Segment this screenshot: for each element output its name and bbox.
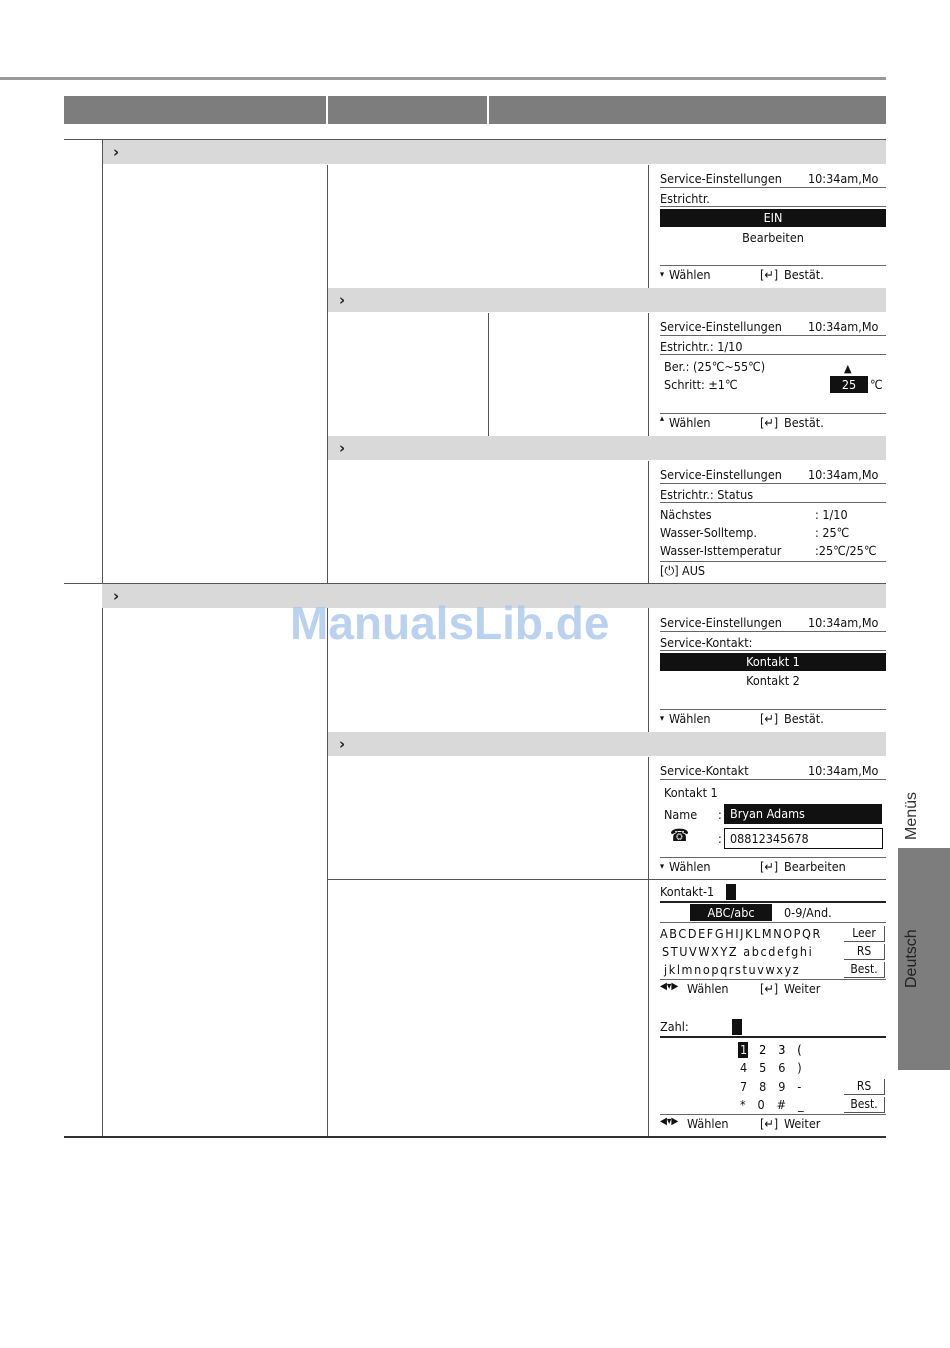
screen-title: Estrichtr. bbox=[660, 191, 710, 206]
col-divider bbox=[102, 608, 103, 1137]
status-label: Wasser-Solltemp. bbox=[660, 525, 757, 540]
lcd-screen-keyboard-alpha bbox=[660, 882, 886, 1000]
keypad-row[interactable]: * 0 # _ bbox=[740, 1097, 806, 1112]
keyboard-row[interactable]: ABCDEFGHIJKLMNOPQR bbox=[660, 926, 822, 941]
backspace-button[interactable]: RS bbox=[844, 1079, 885, 1095]
screen-title: Kontakt 1 bbox=[664, 785, 718, 800]
menu-option[interactable]: Bearbeiten bbox=[742, 230, 804, 245]
screen-header-time: 10:34am,Mo bbox=[808, 319, 879, 334]
chevron-right-icon: › bbox=[113, 143, 120, 161]
footer-select: Wählen bbox=[669, 859, 711, 874]
phone-field[interactable]: 08812345678 bbox=[724, 828, 883, 849]
screen-title: Zahl: bbox=[660, 1019, 689, 1034]
screen-header-left: Service-Kontakt bbox=[660, 763, 749, 778]
footer-confirm: Bestät. bbox=[784, 415, 824, 430]
confirm-button[interactable]: Best. bbox=[844, 962, 885, 978]
language-label: Deutsch bbox=[903, 929, 920, 988]
temperature-value[interactable]: 25 bbox=[830, 376, 868, 393]
name-label: Name bbox=[664, 807, 698, 822]
footer-edit: Bearbeiten bbox=[784, 859, 846, 874]
col-divider bbox=[648, 165, 649, 288]
down-arrow-icon: ▾ bbox=[660, 862, 665, 872]
text-cursor bbox=[732, 1019, 742, 1035]
temperature-unit: ℃ bbox=[870, 377, 883, 392]
four-way-arrow-icon: ◀▾▶ bbox=[660, 1116, 679, 1127]
col-divider bbox=[648, 461, 649, 584]
down-arrow-icon: ▾ bbox=[660, 270, 665, 280]
footer-confirm: Bestät. bbox=[784, 711, 824, 726]
screen-header-time: 10:34am,Mo bbox=[808, 763, 879, 778]
col-divider bbox=[648, 757, 649, 1137]
table-header-divider bbox=[487, 96, 489, 124]
chevron-right-icon: › bbox=[339, 439, 346, 457]
enter-icon: [↵] bbox=[760, 981, 779, 996]
screen-title: Service-Kontakt: bbox=[660, 635, 753, 650]
status-value: :25℃/25℃ bbox=[815, 543, 877, 558]
tab-alpha[interactable]: ABC/abc bbox=[690, 904, 772, 921]
up-arrow-icon: ▲ bbox=[844, 362, 852, 375]
keyboard-row[interactable]: jklmnopqrstuvwxyz bbox=[664, 962, 801, 977]
watermark: ManualsLib.de bbox=[290, 597, 610, 649]
keyboard-row[interactable]: STUVWXYZ abcdefghi bbox=[662, 944, 814, 959]
top-rule bbox=[0, 77, 886, 80]
col-divider bbox=[648, 608, 649, 732]
col-divider bbox=[327, 608, 328, 1137]
footer-confirm: Bestät. bbox=[784, 267, 824, 282]
screen-title: Estrichtr.: 1/10 bbox=[660, 339, 743, 354]
screen-header-time: 10:34am,Mo bbox=[808, 467, 879, 482]
lcd-screen-keyboard-numeric bbox=[660, 1016, 886, 1134]
up-arrow-icon: ▴ bbox=[660, 414, 665, 424]
status-value: : 1/10 bbox=[815, 507, 848, 522]
lcd-screen-estrich-status bbox=[660, 464, 886, 582]
col-divider bbox=[488, 313, 489, 436]
menu-option[interactable]: Kontakt 2 bbox=[746, 673, 800, 688]
col-divider bbox=[327, 165, 328, 584]
screen-header-left: Service-Einstellungen bbox=[660, 171, 782, 186]
table-rule bbox=[64, 1136, 886, 1138]
screen-header-time: 10:34am,Mo bbox=[808, 171, 879, 186]
footer-select: Wählen bbox=[669, 267, 711, 282]
screen-title: Kontakt-1 bbox=[660, 884, 715, 899]
col-divider bbox=[648, 313, 649, 436]
footer-next: Weiter bbox=[784, 1116, 821, 1131]
selected-option[interactable]: Kontakt 1 bbox=[660, 653, 886, 671]
section-label: Menüs bbox=[903, 791, 920, 840]
screen-header-left: Service-Einstellungen bbox=[660, 467, 782, 482]
status-value: : 25℃ bbox=[815, 525, 850, 540]
enter-icon: [↵] bbox=[760, 711, 779, 726]
screen-header-time: 10:34am,Mo bbox=[808, 615, 879, 630]
screen-title: Estrichtr.: Status bbox=[660, 487, 754, 502]
status-label: Nächstes bbox=[660, 507, 712, 522]
lcd-screen-estrich-step bbox=[660, 316, 886, 434]
enter-icon: [↵] bbox=[760, 267, 779, 282]
colon: : bbox=[718, 807, 722, 822]
chevron-right-icon: › bbox=[339, 735, 346, 753]
phone-icon: ☎ bbox=[670, 826, 690, 846]
keypad-row[interactable]: 4 5 6 ) bbox=[740, 1060, 804, 1075]
status-label: Wasser-Isttemperatur bbox=[660, 543, 782, 558]
name-field[interactable]: Bryan Adams bbox=[724, 804, 882, 824]
down-arrow-icon: ▾ bbox=[660, 714, 665, 724]
power-state: AUS bbox=[682, 563, 706, 578]
section-band bbox=[328, 288, 886, 312]
step-text: Schritt: ±1℃ bbox=[664, 377, 738, 392]
text-cursor bbox=[726, 884, 736, 900]
footer-select: Wählen bbox=[669, 415, 711, 430]
tab-numeric[interactable]: 0-9/And. bbox=[784, 905, 832, 920]
lcd-screen-estrich-menu bbox=[660, 168, 886, 286]
section-band bbox=[328, 436, 886, 460]
selected-option[interactable]: EIN bbox=[660, 209, 886, 227]
screen-header-left: Service-Einstellungen bbox=[660, 615, 782, 630]
section-band bbox=[328, 732, 886, 756]
screen-header-left: Service-Einstellungen bbox=[660, 319, 782, 334]
chevron-right-icon: › bbox=[339, 291, 346, 309]
space-button[interactable]: Leer bbox=[844, 926, 885, 942]
four-way-arrow-icon: ◀▾▶ bbox=[660, 981, 679, 992]
table-header bbox=[64, 96, 886, 124]
range-text: Ber.: (25℃~55℃) bbox=[664, 359, 766, 374]
footer-select: Wählen bbox=[669, 711, 711, 726]
backspace-button[interactable]: RS bbox=[844, 944, 885, 960]
confirm-button[interactable]: Best. bbox=[844, 1097, 885, 1113]
enter-icon: [↵] bbox=[760, 859, 779, 874]
col-divider bbox=[102, 140, 103, 584]
section-band bbox=[102, 140, 886, 164]
enter-icon: [↵] bbox=[760, 1116, 779, 1131]
power-icon: [⏻] bbox=[660, 563, 679, 578]
footer-select: Wählen bbox=[687, 1116, 729, 1131]
table-rule bbox=[328, 879, 886, 880]
footer-select: Wählen bbox=[687, 981, 729, 996]
keypad-row[interactable]: 7 8 9 - bbox=[740, 1079, 803, 1094]
chevron-right-icon: › bbox=[113, 587, 120, 605]
footer-next: Weiter bbox=[784, 981, 821, 996]
lcd-screen-contact-detail bbox=[660, 760, 886, 878]
colon: : bbox=[718, 831, 722, 846]
table-header-divider bbox=[326, 96, 328, 124]
lcd-screen-service-contact bbox=[660, 612, 886, 730]
keypad-row[interactable]: 1 2 3 ( bbox=[740, 1042, 804, 1057]
enter-icon: [↵] bbox=[760, 415, 779, 430]
